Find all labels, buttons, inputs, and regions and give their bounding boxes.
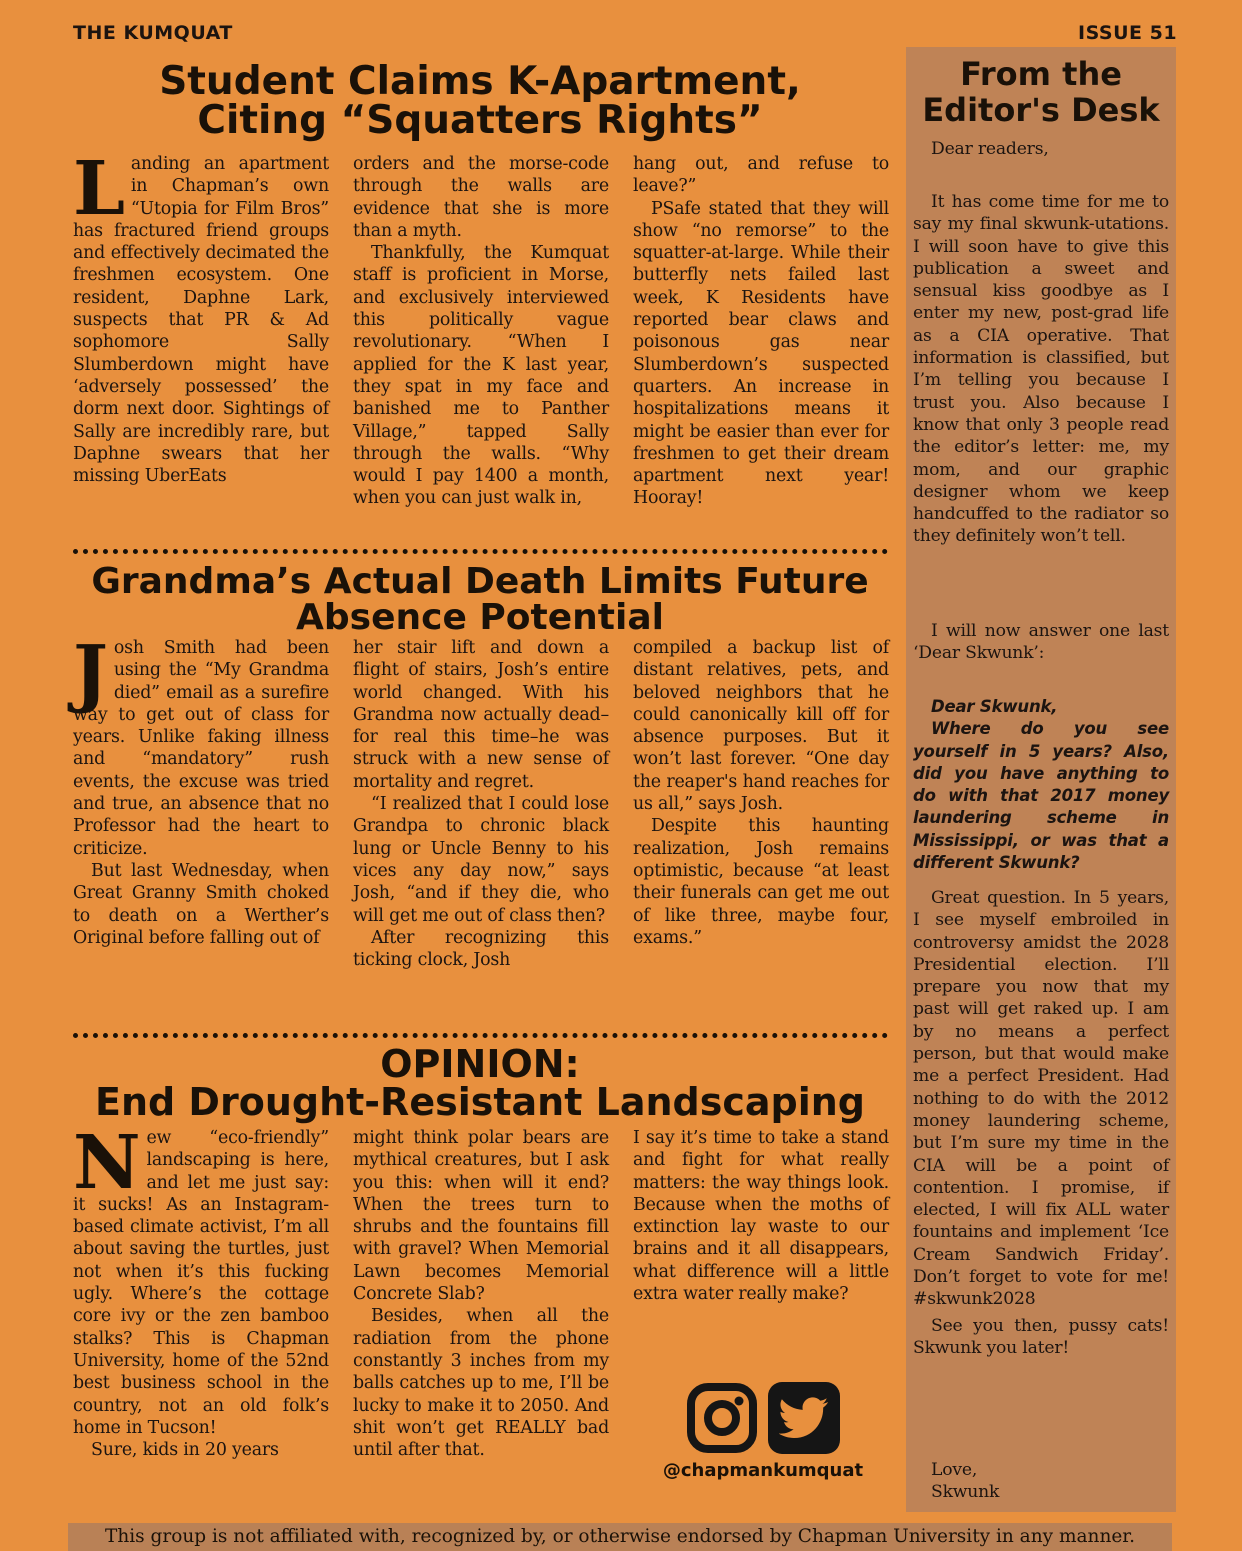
article-1-headline-line2: Citing “Squatters Rights” [197,98,763,143]
editor-greeting-block [913,138,1169,160]
answer-paragraph-2: See you then, pussy cats! Skwunk you later! [913,1315,1169,1358]
article-1-col2-paragraph-2: Thankfully, the Kumquat staff is proficient in Morse, and exclusively interviewed this politically vague revolutionary. “When I applied for the K last year, they spat in my face and banished me to Panther Village,” tapped Sally through the walls. “Why would I pay 1400 a month, when you can just walk in, [353,243,609,509]
dear-skwunk-question [913,696,1169,874]
article-3-col2-paragraph-2: Besides, when all the radiation from the phone constantly 3 inches from my balls catches up to me, I’ll be lucky to make it to 2050. And shit won’t get REALLY bad until after that. [353,1306,609,1461]
article-2-col3-paragraph-1: compiled a backup list of distant relatives, pets, and beloved neighbors that he could canonically kill off for absence purposes. But it won’t last forever. “One day the reaper's hand reaches for us all,” says Josh. [633,638,889,815]
article-3-col1-paragraph-1: ew “eco-friendly” landscaping is here, and let me just say: it sucks! As an Instagram-based climate activist, I’m all about saving the turtles, just not when it’s this fucking ugly. Where’s the cottage core ivy or the zen bamboo stalks? This is Chapman University, home of the 52nd best business school in the country, not an old folk’s home in Tucson! [73,1128,329,1438]
article-1-col3-paragraph-2: PSafe stated that they will show “no remorse” to the squatter-at-large. While their butterfly nets failed last week, K Residents have reported bear claws and poisonous gas near Slumberdown’s suspected quarters. An increase in hospitalizations means it might be easier than ever for freshmen to get their dream apartment next year! Hooray! [633,198,889,509]
article-1-headline-line1: Student Claims K-Apartment, [159,59,801,104]
question-greeting: Dear Skwunk, [931,697,1058,716]
editor-letter-block [913,191,1169,548]
article-1-headline [60,59,900,143]
article-2-headline-line1: Grandma’s Actual Death Limits Future [91,561,869,602]
editor-title-line2: Editor's Desk [922,91,1160,129]
article-3-column-2 [353,1127,609,1461]
article-1-col2-paragraph-1: orders and the morse-code through the walls are evidence that she is more than a myth. [353,154,609,241]
disclaimer-footer: This group is not affiliated with, recognized by, or otherwise endorsed by Chapman University in any manner. [68,1523,1172,1551]
article-3-col2-paragraph-1: might think polar bears are mythical creatures, but I ask you this: when will it end? When the trees turn to shrubs and the fountains fill with gravel? When Memorial Lawn becomes Memorial Concrete Slab? [353,1128,609,1305]
issue-number: ISSUE 51 [1078,22,1178,44]
instagram-icon[interactable] [686,1382,758,1454]
signature: Skwunk [931,1482,1000,1503]
publication-name: THE KUMQUAT [73,22,233,44]
editor-paragraph-1: It has come time for me to say my final skwunk-utations. I will soon have to give this publication a sweet and sensual kiss goodbye as I enter my new, post-grad life as a CIA operative. That information is classified, but I’m telling you because I trust you. Also because I know that only 3 people read the editor’s letter: me, my mom, and our graphic designer whom we keep handcuffed to the radiator so they definitely won’t tell. [913,192,1169,547]
editor-desk-title [906,56,1176,128]
article-2-headline-line2: Absence Potential [296,597,664,638]
article-3-col1-paragraph-2: Sure, kids in 20 years [91,1440,279,1461]
signoff-block [913,1459,1169,1504]
article-3-headline [60,1042,900,1124]
article-3-col3-paragraph-1: I say it’s time to take a stand and fight for what really matters: the way things look. Because when the moths of extinction lay waste to our brains and it all disappears, what difference will a little extra water really make? [633,1128,889,1305]
question-body: Where do you see yourself in 5 years? Also, did you have anything to do with that 2017 money laundering scheme in Mississippi, or was that a different Skwunk? [913,719,1169,873]
article-3-column-1 [73,1120,329,1461]
article-2-column-2 [353,637,609,971]
dotted-divider [73,1033,888,1038]
article-2-col3-paragraph-2: Despite this haunting realization, Josh remains optimistic, because “at least their funerals can get me out of like three, maybe four, exams.” [633,816,889,948]
article-3-dropcap: N [73,1120,141,1206]
signoff: Love, [931,1460,978,1480]
editor-paragraph-2: I will now answer one last ‘Dear Skwunk’: [913,621,1169,664]
article-2-column-1 [73,630,329,949]
article-2-dropcap: J [73,630,108,716]
article-3-headline-line2: End Drought-Resistant Landscaping [94,1080,865,1124]
article-2-col2-paragraph-3: After recognizing this ticking clock, Josh [353,927,609,971]
twitter-icon[interactable] [768,1382,840,1454]
social-block [660,1382,866,1481]
skwunk-answer [913,887,1169,1359]
article-1-column-2 [353,153,609,510]
editor-intro-block [913,620,1169,665]
article-3-column-3 [633,1127,889,1305]
dotted-divider [73,549,888,554]
article-2-column-3 [633,637,889,949]
article-1-col3-paragraph-1: hang out, and refuse to leave?” [633,154,889,197]
editor-title-line1: From the [960,55,1122,93]
article-3-headline-line1: OPINION: [380,1042,580,1086]
social-handle[interactable]: @chapmankumquat [662,1460,864,1481]
article-2-col2-paragraph-2: “I realized that I could lose Grandpa to chronic black lung or Uncle Benny to his vices any day now,” says Josh, “and if they die, who will get me out of class then? [353,794,609,926]
article-2-col2-paragraph-1: her stair lift and down a flight of stairs, Josh’s entire world changed. With his Grandma now actually dead–for real this time–he was struck with a new sense of mortality and regret. [353,638,609,792]
article-2-col1-paragraph-2: But last Wednesday, when Great Granny Smith choked to death on a Werther’s Original before falling out of [73,860,329,948]
editor-greeting: Dear readers, [931,139,1049,159]
article-1-dropcap: L [73,146,125,232]
article-1-col1-paragraph: anding an apartment in Chapman’s own “Utopia for Film Bros” has fractured friend groups and effectively decimated the freshmen ecosystem. One resident, Daphne Lark, suspects that PR & Ad sophomore Sally Slumberdown might have ‘adversely possessed’ the dorm next door. Sightings of Sally are incredibly rare, but Daphne swears that her missing UberEats [73,154,329,487]
answer-paragraph-1: Great question. In 5 years, I see myself embroiled in controversy amidst the 2028 Presidential election. I’ll prepare you now that my past will get raked up. I am by no means a perfect person, but that would make me a perfect President. Had nothing to do with the 2012 money laundering scheme, but I’m sure my time in the CIA will be a point of contention. I promise, if elected, I will fix ALL water fountains and implement ‘Ice Cream Sandwich Friday’. Don’t forget to vote for me! #skwunk2028 [913,888,1169,1310]
article-2-headline [60,561,900,638]
article-2-col1-paragraph-1: osh Smith had been using the “My Grandma died” email as a surefire way to get out of class for years. Unlike faking illness and “mandatory” rush events, the excuse was tried and true, an absence that no Professor had the heart to criticize. [73,638,329,859]
article-1-column-3 [633,153,889,510]
article-1-column-1 [73,146,329,487]
